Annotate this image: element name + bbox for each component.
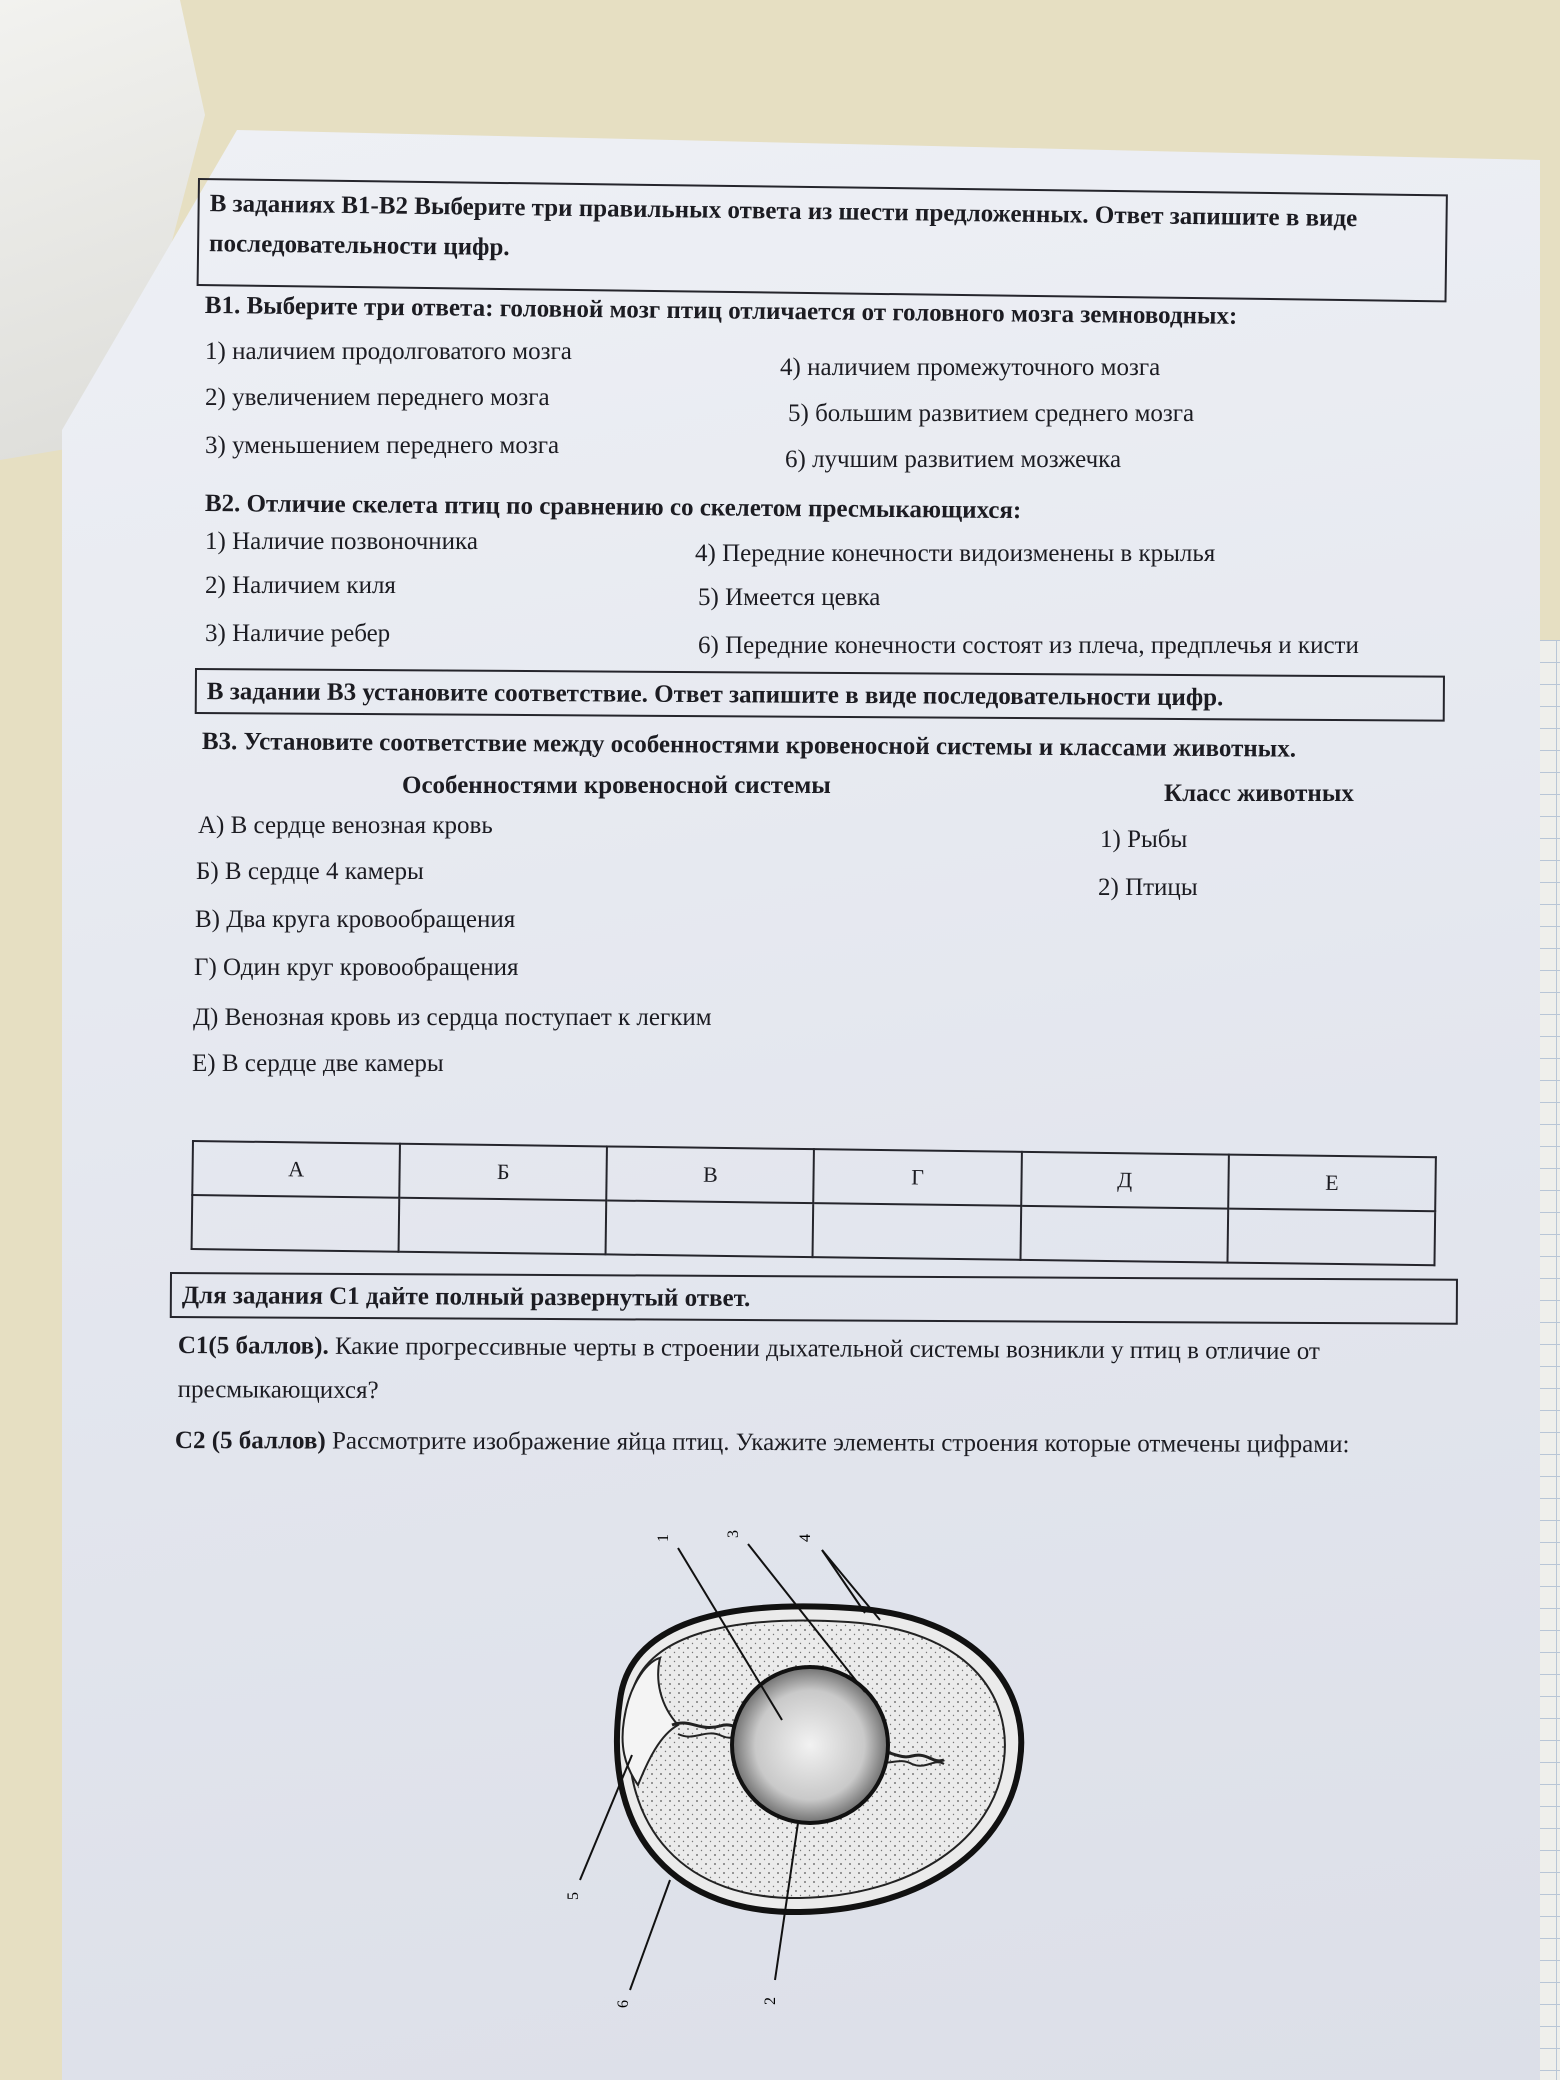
b1-option-3: 3) уменьшением переднего мозга <box>205 432 560 459</box>
b3-left-header: Особенностями кровеносной системы <box>402 772 831 799</box>
answer-header-g: Г <box>814 1149 1022 1206</box>
b1-option-4: 4) наличием промежуточного мозга <box>780 354 1161 381</box>
b1-option-5: 5) большим развитием среднего мозга <box>788 400 1195 427</box>
b3-class-2: 2) Птицы <box>1098 874 1198 901</box>
b3-class-1: 1) Рыбы <box>1100 826 1188 853</box>
answer-cell-d[interactable] <box>1020 1206 1228 1263</box>
b2-option-2: 2) Наличием киля <box>205 572 396 599</box>
b1-question: В1. Выберите три ответа: головной мозг птиц отличается от головного мозга земноводных: <box>204 292 1238 330</box>
answer-header-a: А <box>192 1141 400 1198</box>
c2-question <box>175 1418 1445 1468</box>
answer-header-e: Е <box>1228 1155 1436 1212</box>
b3-item-g: Г) Один круг кровообращения <box>194 954 519 981</box>
instruction-box-b1-b2 <box>197 178 1448 302</box>
b2-option-4: 4) Передние конечности видоизменены в крылья <box>695 540 1216 567</box>
b1-option-1: 1) наличием продолговатого мозга <box>205 338 572 365</box>
b3-right-header: Класс животных <box>1164 780 1354 807</box>
b3-item-d: Д) Венозная кровь из сердца поступает к легким <box>193 1004 712 1031</box>
answer-cell-e[interactable] <box>1227 1209 1435 1266</box>
c1-label: С1(5 баллов). <box>177 1331 329 1360</box>
instruction-b3-text: В задании В3 установите соответствие. Ответ запишите в виде последовательности цифр. <box>206 678 1224 712</box>
b3-item-a: А) В сердце венозная кровь <box>198 812 493 839</box>
egg-label-6: 6 <box>615 2000 632 2008</box>
b2-question: В2. Отличие скелета птиц по сравнению со скелетом пресмыкающихся: <box>204 490 1022 525</box>
answer-table <box>191 1140 1437 1266</box>
egg-label-5: 5 <box>565 1892 582 1900</box>
egg-label-4: 4 <box>797 1534 814 1542</box>
b2-option-3: 3) Наличие ребер <box>205 620 391 647</box>
b2-option-5: 5) Имеется цевка <box>698 584 881 611</box>
b3-item-v: В) Два круга кровообращения <box>195 906 516 933</box>
c1-question <box>178 1324 1438 1419</box>
b1-option-2: 2) увеличением переднего мозга <box>205 384 550 411</box>
c1-text: Какие прогрессивные черты в строении дыхательной системы возникли у птиц в отличие от пресмыкающихся? <box>177 1332 1320 1405</box>
b2-option-6: 6) Передние конечности состоят из плеча, предплечья и кисти <box>698 632 1359 659</box>
egg-label-3: 3 <box>725 1530 742 1538</box>
instruction-box-b3 <box>195 668 1445 722</box>
egg-label-1: 1 <box>655 1534 672 1542</box>
answer-header-v: В <box>607 1146 815 1203</box>
instruction-b-text: В заданиях В1-В2 Выберите три правильных ответа из шести предложенных. Ответ запишите в виде последовательности цифр. <box>208 190 1358 262</box>
answer-header-b: Б <box>399 1144 607 1201</box>
b2-option-1: 1) Наличие позвоночника <box>205 528 478 555</box>
b3-item-e: Е) В сердце две камеры <box>192 1050 444 1077</box>
b3-question: В3. Установите соответствие между особенностями кровеносной системы и классами животных. <box>201 728 1297 763</box>
instruction-c-text: Для задания С1 дайте полный развернутый ответ. <box>181 1282 751 1313</box>
answer-cell-b[interactable] <box>399 1198 607 1255</box>
answer-cell-g[interactable] <box>813 1203 1021 1260</box>
c2-label: С2 (5 баллов) <box>174 1427 326 1455</box>
instruction-box-c1 <box>170 1272 1458 1325</box>
c2-text: Рассмотрите изображение яйца птиц. Укажите элементы строения которые отмечены цифрами: <box>331 1427 1350 1459</box>
answer-cell-a[interactable] <box>192 1195 400 1252</box>
b3-item-b: Б) В сердце 4 камеры <box>196 858 424 885</box>
answer-header-d: Д <box>1021 1152 1229 1209</box>
answer-cell-v[interactable] <box>606 1200 814 1257</box>
b1-option-6: 6) лучшим развитием мозжечка <box>785 446 1122 473</box>
egg-label-2: 2 <box>762 1997 779 2005</box>
egg-diagram <box>560 1520 1080 2010</box>
